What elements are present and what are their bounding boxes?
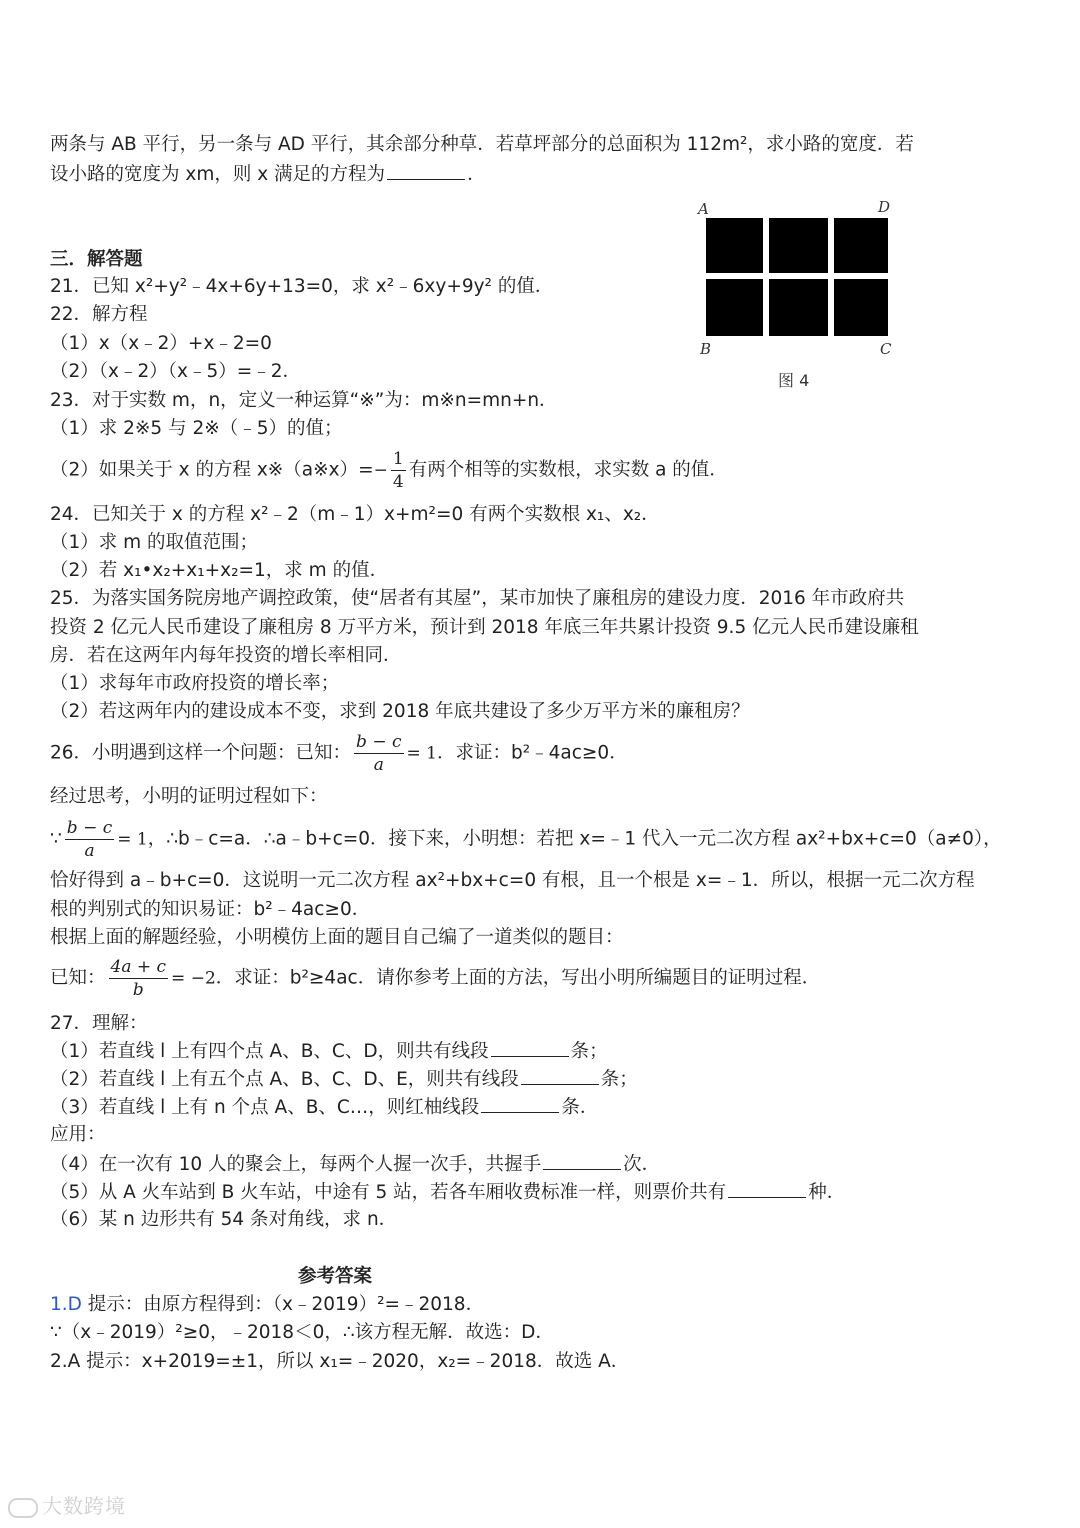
figure-label-d: D (878, 198, 891, 216)
question-22-part-2: （2）（x﹣2）（x﹣5）=﹣2． (50, 361, 301, 382)
figure-4 (698, 198, 908, 388)
q27-p4-end: 次． (623, 1154, 661, 1175)
q27-p2-text: （2）若直线 l 上有五个点 A、B、C、D、E，则共有线段 (50, 1069, 519, 1090)
q26-l3-text: ，∴b﹣c=a．∴a﹣b+c=0．接下来，小明想：若把 x=﹣1 代入一元二次方程 ax²+bx+c=0（a≠0）， (147, 828, 1002, 850)
q26-l1-text-b: ．求证：b²﹣4ac≥0． (436, 742, 628, 764)
q23-minus-sign: − (373, 460, 388, 481)
answer-1-text: 提示：由原方程得到：（x﹣2019）²=﹣2018． (81, 1294, 485, 1315)
question-27-application: 应用： (50, 1124, 106, 1145)
intro-line-2 (50, 163, 486, 186)
answer-blank-27-4 (543, 1153, 621, 1170)
fraction-numerator: 4a + c (110, 957, 167, 977)
answer-blank-27-2 (521, 1068, 599, 1085)
question-22-title: 22．解方程 (50, 304, 148, 325)
figure-caption: 图 4 (778, 371, 810, 390)
question-26-line-3 (50, 817, 1002, 862)
fraction-denominator: b (132, 980, 144, 1000)
question-24-title: 24．已知关于 x 的方程 x²﹣2（m﹣1）x+m²=0 有两个实数根 x₁、x₂． (50, 504, 660, 525)
question-27-part-6: （6）某 n 边形共有 54 条对角线，求 n． (50, 1209, 398, 1230)
question-26-line-7 (50, 956, 820, 1001)
question-26-line-5: 根的判别式的知识易证：b²﹣4ac≥0． (50, 899, 371, 920)
question-26-line-6: 根据上面的解题经验，小明模仿上面的题目自己编了一道类似的题目： (50, 927, 624, 948)
intro-line-1: 两条与 AB 平行，另一条与 AD 平行，其余部分种草．若草坪部分的总面积为 112m²，求小路的宽度．若 (50, 134, 914, 155)
q23-p2-text-b: 有两个相等的实数根，求实数 a 的值． (408, 459, 728, 481)
q26-l1-text: 26．小明遇到这样一个问题：已知： (50, 742, 352, 764)
question-23-title: 23．对于实数 m，n，定义一种运算“※”为：m※n=mn+n． (50, 390, 558, 411)
fraction-denominator: a (373, 755, 384, 775)
q26-l7-text-b: ．求证：b²≥4ac．请你参考上面的方法，写出小明所编题目的证明过程． (215, 967, 821, 989)
answer-blank-27-1 (491, 1040, 569, 1057)
watermark-text: 大数跨境 (42, 1494, 126, 1518)
fraction-one-quarter (391, 448, 406, 493)
q26-l7-equals: = −2 (171, 968, 216, 989)
fraction-numerator: b − c (356, 732, 402, 752)
q27-p3-text: （3）若直线 l 上有 n 个点 A、B、C…，则红柚线段 (50, 1097, 480, 1118)
question-22-part-1: （1）x（x﹣2）+x﹣2=0 (50, 333, 272, 354)
figure-label-a: A (698, 200, 709, 218)
intro-line-2-text: 设小路的宽度为 xm，则 x 满足的方程为 (50, 164, 386, 185)
fraction-b-minus-c-over-a (354, 731, 403, 776)
question-25-part-1: （1）求每年市政府投资的增长率； (50, 673, 340, 694)
fraction-denominator: 4 (392, 472, 404, 492)
q27-p4-text: （4）在一次有 10 人的聚会上，每两个人握一次手，共握手 (50, 1154, 542, 1175)
answer-blank-27-5 (728, 1181, 806, 1198)
fraction-denominator: a (84, 841, 95, 861)
question-25-line-2: 投资 2 亿元人民币建设了廉租房 8 万平方米，预计到 2018 年底三年共累计投资 9.5 亿元人民币建设廉租 (50, 617, 919, 638)
question-26-line-4: 恰好得到 a﹣b+c=0．这说明一元二次方程 ax²+bx+c=0 有根，且一个根是 x=﹣1．所以，根据一元二次方程 (50, 870, 975, 891)
question-25-part-2: （2）若这两年内的建设成本不变，求到 2018 年底共建设了多少万平方米的廉租房？ (50, 701, 750, 722)
question-26-line-2: 经过思考，小明的证明过程如下： (50, 786, 328, 807)
answers-title: 参考答案 (298, 1266, 373, 1287)
question-27-part-1 (50, 1040, 608, 1063)
watermark-logo (8, 1490, 126, 1519)
question-24-part-2: （2）若 x₁•x₂+x₁+x₂=1，求 m 的值． (50, 560, 389, 581)
question-27-part-4 (50, 1153, 660, 1176)
q27-p5-end: 种． (808, 1182, 846, 1203)
question-23-part-1: （1）求 2※5 与 2※（﹣5）的值； (50, 418, 343, 439)
intro-line-2-end: ． (467, 164, 486, 185)
question-26-line-1 (50, 731, 628, 776)
figure-label-c: C (880, 340, 892, 358)
answer-blank-27-3 (481, 1096, 559, 1113)
answer-blank-20 (387, 163, 465, 180)
answer-2: 2.A 提示：x+2019=±1，所以 x₁=﹣2020，x₂=﹣2018．故选 A． (50, 1351, 630, 1372)
question-27-part-5 (50, 1181, 845, 1204)
lawn-rectangle (706, 218, 896, 344)
fraction-4a-plus-c-over-b (109, 956, 169, 1001)
figure-label-b: B (700, 340, 712, 358)
question-21: 21．已知 x²+y²﹣4x+6y+13=0，求 x²﹣6xy+9y² 的值． (50, 276, 554, 297)
q27-p5-text: （5）从 A 火车站到 B 火车站，中途有 5 站，若各车厢收费标准一样，则票价共有 (50, 1182, 727, 1203)
question-25-line-1: 25．为落实国务院房地产调控政策，使“居者有其屋”，某市加快了廉租房的建设力度．2016 年市政府共 (50, 588, 905, 609)
q27-p1-end: 条； (570, 1041, 608, 1062)
fraction-numerator: b − c (66, 818, 113, 838)
question-23-part-2 (50, 448, 728, 493)
question-25-line-3: 房．若在这两年内每年投资的增长率相同． (50, 645, 402, 666)
q26-l7-text-a: 已知： (50, 967, 106, 989)
question-27-title: 27．理解： (50, 1013, 148, 1034)
q26-l3-equals: = 1 (117, 829, 148, 850)
section-title: 三．解答题 (50, 249, 143, 270)
answer-1 (50, 1294, 484, 1316)
question-24-part-1: （1）求 m 的取值范围； (50, 532, 259, 553)
because-symbol: ∵ (50, 828, 62, 850)
answer-1-label: 1.D (50, 1294, 82, 1315)
watermark-icon (8, 1498, 38, 1518)
fraction-b-minus-c-over-a-2 (65, 817, 114, 862)
q27-p2-end: 条； (600, 1069, 638, 1090)
q27-p3-end: 条． (561, 1097, 599, 1118)
question-27-part-2 (50, 1068, 638, 1091)
q26-l1-equals: = 1 (406, 743, 437, 764)
q23-p2-text-a: （2）如果关于 x 的方程 x※（a※x）= (50, 459, 374, 481)
question-27-part-3 (50, 1096, 598, 1119)
q27-p1-text: （1）若直线 l 上有四个点 A、B、C、D，则共有线段 (50, 1041, 489, 1062)
fraction-numerator: 1 (392, 449, 404, 469)
answer-1-line-2: ∵（x﹣2019）²≥0，﹣2018＜0，∴该方程无解．故选：D． (50, 1322, 554, 1343)
